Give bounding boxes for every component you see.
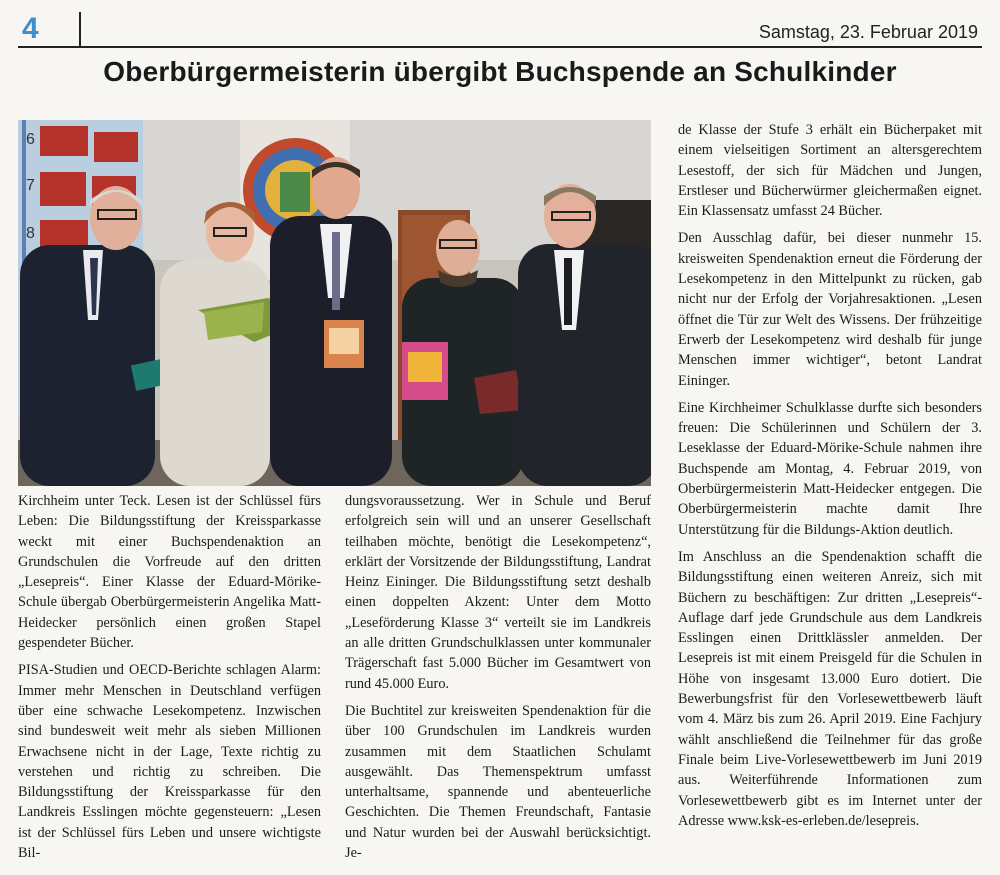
article-column-2 <box>345 491 651 870</box>
article-column-3 <box>678 120 982 838</box>
article-paragraph: Die Buchtitel zur kreisweiten Spendenaktion für die über 100 Grundschulen im Landkreis wurden zusammen mit dem Staatlichen Schulamt ausgewählt. Das Themenspektrum umfasst unterhaltsame, spannende und abenteuerliche Geschichten. Die Themen Freundschaft, Fantasie und Natur wurden bei der Auswahl berücksichtigt. Je- <box>345 702 651 862</box>
article-paragraph: Eine Kirchheimer Schulklasse durfte sich besonders freuen: Die Schülerinnen und Schülern der 3. Leseklasse der Eduard-Mörike-Schule nahmen ihre Buchspende am Montag, 4. Februar 2019, von Oberbürgermeisterin Matt-Heidecker entgegen. Die Oberbürgermeisterin machte damit Ihre Unterstützung für die Bildungs-Aktion deutlich. <box>678 399 982 538</box>
wall-number-6: 6 <box>26 131 35 148</box>
article-paragraph: PISA-Studien und OECD-Berichte schlagen Alarm: Immer mehr Menschen in Deutschland verfügen über eine schwache Lesekompetenz. Inzwischen sind bundesweit weit mehr als sieben Millionen Erwachsene nicht in der Lage, Texte richtig zu verstehen und richtig zu schreiben. Die Bildungsstiftung der Kreissparkasse für den Landkreis Esslingen möchte gegensteuern: „Lesen ist der Schlüssel fürs Leben und unsere wichtigste Bil- <box>18 662 321 862</box>
article-paragraph: de Klasse der Stufe 3 erhält ein Bücherpaket mit einem vielseitigen Sortiment an altersgerechtem Lesestoff, der sich für Mädchen und Jungen, Erstleser und Bücherwürmer gleichermaßen eignet. Ein Klassensatz umfasst 24 Bücher. <box>678 122 982 220</box>
photo-illustration <box>18 120 651 486</box>
article-photo <box>18 120 651 486</box>
page-number: 4 <box>22 12 39 45</box>
issue-date: Samstag, 23. Februar 2019 <box>758 22 978 42</box>
wall-number-8: 8 <box>26 225 35 242</box>
header-rule <box>18 46 982 48</box>
page-number-divider <box>79 12 81 46</box>
article-paragraph: Im Anschluss an die Spendenaktion schafft die Bildungsstiftung einen weiteren Anreiz, sich mit Büchern zu beschäftigen: Zur dritten „Lesepreis“-Auflage darf jede Grundschule aus dem Landkreis Esslingen einen Drittklässler anmelden. Der Lesepreis ist mit einem Preisgeld für die Schulen in Höhe von insgesamt 13.000 Euro dotiert. Die Bewerbungsfrist für den Vorlesewettbewerb läuft vom 4. März bis zum 26. April 2019. Eine Fachjury wählt anschließend die Teilnehmer für das große Finale beim Live-Vorlesewettbewerb im Juni 2019 aus. Weiterführende Informationen zum Vorlesewettbewerb gibt es im Internet unter der Adresse www.ksk-es-erleben.de/lesepreis. <box>678 548 982 829</box>
article-paragraph: dungsvoraussetzung. Wer in Schule und Beruf erfolgreich sein will und an unserer Gesellschaft teilhaben möchte, benötigt die Lesekompetenz“, erklärt der Vorsitzende der Bildungsstiftung, Landrat Heinz Eininger. Die Bildungsstiftung setzt deshalb einen doppelten Akzent: Unter dem Motto „Leseförderung Klasse 3“ verteilt sie im Landkreis an alle dritten Grundschulklassen unter kommunaler Trägerschaft fast 5.000 Bücher im Gesamtwert von rund 45.000 Euro. <box>345 493 651 692</box>
article-paragraph: Den Ausschlag dafür, bei dieser nunmehr 15. kreisweiten Spendenaktion erneut die Förderung der Lesekompetenz in den Mittelpunkt zu rücken, gab nicht nur der Erfolg der Vorjahresaktionen. „Lesen öffnet die Tür zur Welt des Wissens. Der frühzeitige Erwerb der Lesekompetenz wird deshalb für junge Menschen immer wichtiger“, betont Landrat Eininger. <box>678 230 982 389</box>
wall-number-7: 7 <box>26 177 35 194</box>
article-headline: Oberbürgermeisterin übergibt Buchspende an Schulkinder <box>103 56 897 87</box>
article-column-1 <box>18 491 321 870</box>
article-paragraph: Kirchheim unter Teck. Lesen ist der Schlüssel fürs Leben: Die Bildungsstiftung der Kreissparkasse weckt mit einer Buchspendenaktion an Grundschulen die Vorfreude auf den dritten „Lesepreis“. Einer Klasse der Eduard-Mörike-Schule übergab Oberbürgermeisterin Angelika Matt-Heidecker persönlich einen großen Stapel gespendeter Bücher. <box>18 493 321 652</box>
